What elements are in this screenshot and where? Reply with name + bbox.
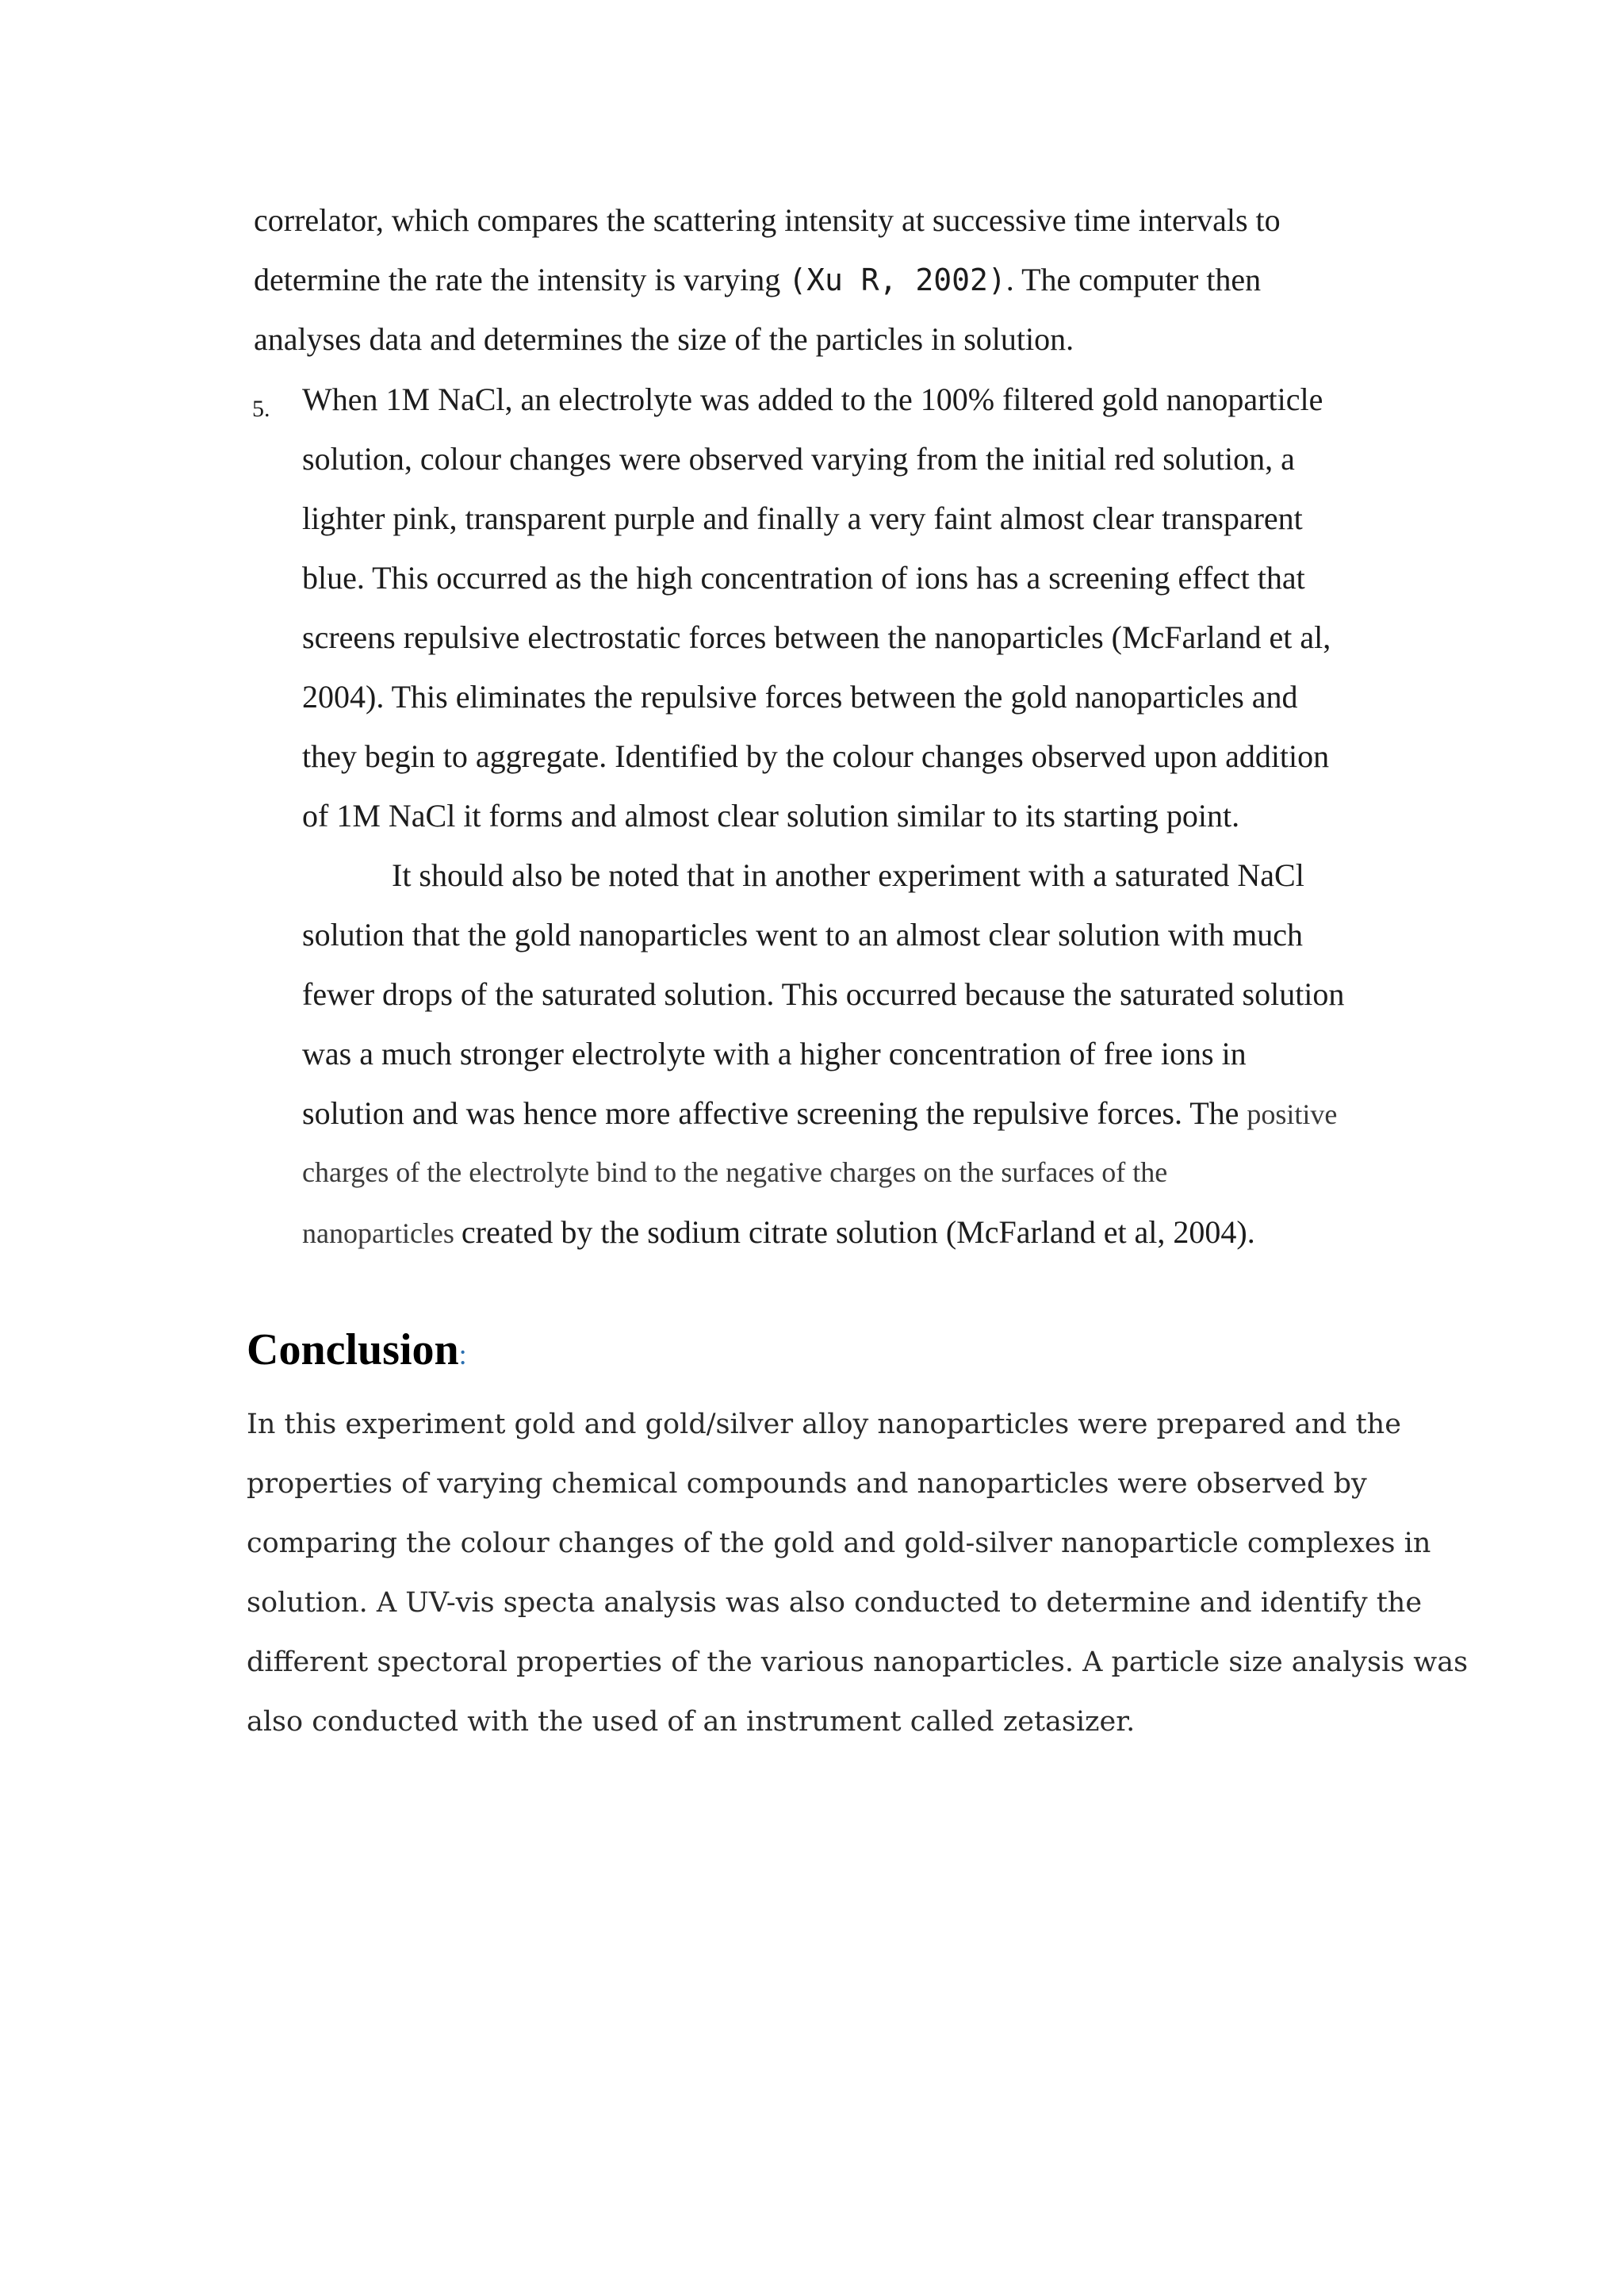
paragraph-line xyxy=(302,1083,1337,1144)
paragraph-text: . The computer then xyxy=(1005,262,1262,297)
paragraph-line: solution. A UV-vis specta analysis was also conducted to determine and identify the xyxy=(247,1587,1423,1619)
paragraph-line: correlator, which compares the scattering intensity at successive time intervals to xyxy=(254,202,1281,238)
paragraph-text: solution and was hence more affective screening the repulsive forces. The xyxy=(302,1095,1247,1131)
paragraph-line: also conducted with the used of an instrument called zetasizer. xyxy=(247,1706,1136,1738)
heading-colon: : xyxy=(458,1339,467,1370)
paragraph-line: analyses data and determines the size of the particles in solution. xyxy=(254,321,1074,357)
paragraph-text: nanoparticles xyxy=(302,1217,462,1249)
paragraph-line xyxy=(302,1202,1255,1263)
paragraph-line: lighter pink, transparent purple and finally a very faint almost clear transparent xyxy=(302,500,1303,536)
paragraph-line: fewer drops of the saturated solution. This occurred because the saturated solution xyxy=(302,976,1345,1012)
paragraph-line: properties of varying chemical compounds and nanoparticles were observed by xyxy=(247,1468,1367,1500)
paragraph-text: created by the sodium citrate solution (McFarland et al, 2004). xyxy=(461,1214,1255,1250)
heading-text: Conclusion xyxy=(247,1325,459,1374)
paragraph-line: When 1M NaCl, an electrolyte was added to the 100% filtered gold nanoparticle xyxy=(302,381,1323,417)
paragraph-line: It should also be noted that in another experiment with a saturated NaCl xyxy=(392,857,1304,893)
list-number: 5. xyxy=(252,396,270,422)
paragraph-line: 2004). This eliminates the repulsive forces between the gold nanoparticles and xyxy=(302,679,1298,715)
paragraph-line: solution that the gold nanoparticles went to an almost clear solution with much xyxy=(302,917,1303,953)
paragraph-line: charges of the electrolyte bind to the negative charges on the surfaces of the xyxy=(302,1156,1168,1188)
paragraph-line: different spectoral properties of the various nanoparticles. A particle size analysis was xyxy=(247,1646,1469,1678)
citation: (Xu R, 2002) xyxy=(788,263,1006,297)
paragraph-line: In this experiment gold and gold/silver alloy nanoparticles were prepared and the xyxy=(247,1409,1401,1440)
paragraph-line: of 1M NaCl it forms and almost clear solution similar to its starting point. xyxy=(302,798,1240,834)
paragraph-line: blue. This occurred as the high concentration of ions has a screening effect that xyxy=(302,560,1305,596)
paragraph-text: determine the rate the intensity is varying xyxy=(254,262,789,297)
paragraph-line: they begin to aggregate. Identified by the colour changes observed upon addition xyxy=(302,738,1330,774)
paragraph-line: solution, colour changes were observed varying from the initial red solution, a xyxy=(302,441,1295,477)
paragraph-line xyxy=(254,250,1261,310)
paragraph-line: comparing the colour changes of the gold and gold-silver nanoparticle complexes in xyxy=(247,1527,1431,1559)
section-heading xyxy=(247,1318,467,1386)
paragraph-line: screens repulsive electrostatic forces between the nanoparticles (McFarland et al, xyxy=(302,619,1331,655)
paragraph-text: positive xyxy=(1247,1098,1338,1130)
paragraph-line: was a much stronger electrolyte with a higher concentration of free ions in xyxy=(302,1036,1247,1071)
